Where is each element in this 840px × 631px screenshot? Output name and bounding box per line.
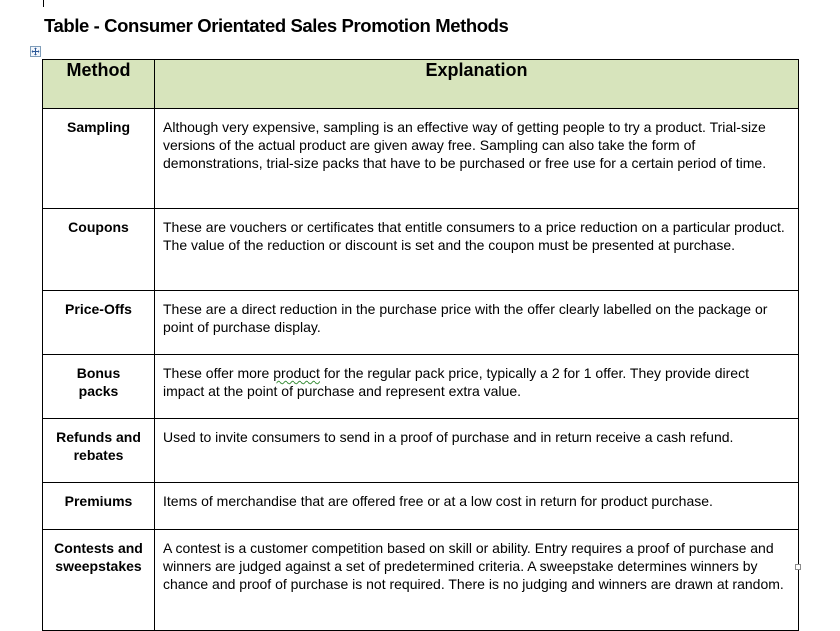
explanation-cell-bonus-packs [155, 355, 799, 419]
explanation-cell-refunds-rebates: Used to invite consumers to send in a proof of purchase and in return receive a cash refund. [155, 419, 799, 483]
promotion-methods-table [42, 59, 799, 631]
table-resize-handle[interactable] [795, 564, 801, 570]
method-cell-coupons: Coupons [43, 209, 155, 291]
table-row [43, 291, 799, 355]
table-row [43, 109, 799, 209]
table-row [43, 419, 799, 483]
text-cursor-mark [43, 0, 44, 7]
method-cell-bonus-packs: Bonus packs [43, 355, 155, 419]
explanation-cell-premiums: Items of merchandise that are offered free or at a low cost in return for product purchase. [155, 483, 799, 530]
explanation-cell-contests-sweepstakes: A contest is a customer competition based on skill or ability. Entry requires a proof of purchase and winners are judged against a set of predetermined criteria. A sweepstake determines winners by chance and proof of purchase is not required. There is no judging and winners are drawn at random. [155, 530, 799, 631]
method-cell-price-offs: Price-Offs [43, 291, 155, 355]
table-row [43, 483, 799, 530]
method-column-header: Method [43, 60, 155, 109]
explanation-text-part: for the regular pack price, typically a 2 for 1 offer. They provide direct impact at the point of purchase and represent extra value. [163, 365, 749, 399]
table-row [43, 355, 799, 419]
method-cell-contests-sweepstakes: Contests and sweepstakes [43, 530, 155, 631]
table-move-handle[interactable] [30, 46, 41, 57]
document-title: Table - Consumer Orientated Sales Promotion Methods [44, 15, 509, 36]
explanation-cell-sampling: Although very expensive, sampling is an effective way of getting people to try a product. Trial-size versions of the actual product are given away free. Sampling can also take the form of demonstrations, trial-size packs that have to be purchased or free use for a certain period of time. [155, 109, 799, 209]
spellcheck-flagged-word[interactable]: product [273, 365, 320, 381]
table-row [43, 209, 799, 291]
explanation-cell-coupons: These are vouchers or certificates that entitle consumers to a price reduction on a particular product. The value of the reduction or discount is set and the coupon must be presented at purchase. [155, 209, 799, 291]
table-header-row [43, 60, 799, 109]
method-cell-refunds-rebates: Refunds and rebates [43, 419, 155, 483]
method-cell-premiums: Premiums [43, 483, 155, 530]
explanation-cell-price-offs: These are a direct reduction in the purchase price with the offer clearly labelled on the package or point of purchase display. [155, 291, 799, 355]
move-arrows-icon [31, 47, 40, 56]
method-cell-sampling: Sampling [43, 109, 155, 209]
explanation-text-part: These offer more [163, 365, 274, 381]
explanation-column-header: Explanation [155, 60, 799, 109]
table-row [43, 530, 799, 631]
